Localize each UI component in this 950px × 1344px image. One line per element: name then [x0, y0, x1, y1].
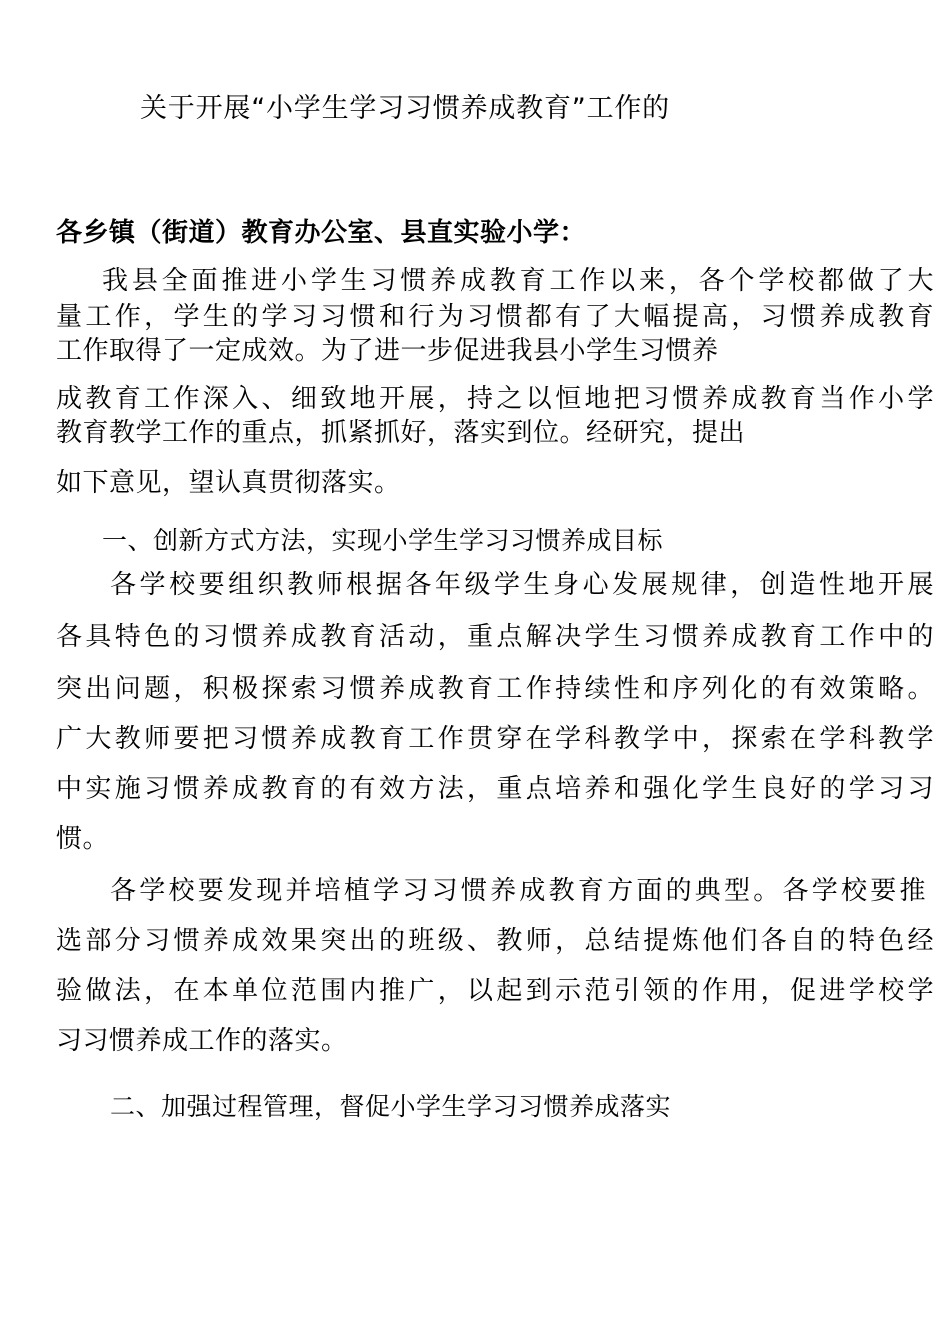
intro-line: 教育教学工作的重点，抓紧抓好，落实到位。经研究，提出 — [56, 418, 746, 448]
paragraph-line: 选部分习惯养成效果突出的班级、教师，总结提炼他们各自的特色经 — [56, 926, 934, 956]
document-title: 关于开展“小学生学习习惯养成教育”工作的 — [140, 93, 670, 124]
paragraph-line: 广大教师要把习惯养成教育工作贯穿在学科教学中，探索在学科教学 — [56, 724, 934, 754]
intro-line: 如下意见，望认真贯彻落实。 — [56, 468, 401, 498]
paragraph-line: 突出问题，积极探索习惯养成教育工作持续性和序列化的有效策略。 — [56, 674, 934, 704]
section-heading-1: 一、创新方式方法，实现小学生学习习惯养成目标 — [102, 526, 664, 555]
paragraph-line: 各学校要发现并培植学习习惯养成教育方面的典型。各学校要推 — [110, 876, 926, 906]
section-heading-2: 二、加强过程管理，督促小学生学习习惯养成落实 — [110, 1092, 672, 1121]
paragraph-line: 验做法，在本单位范围内推广，以起到示范引领的作用，促进学校学 — [56, 976, 934, 1006]
paragraph-line: 习习惯养成工作的落实。 — [56, 1026, 348, 1056]
paragraph-line: 各学校要组织教师根据各年级学生身心发展规律，创造性地开展 — [110, 570, 934, 600]
intro-line: 工作取得了一定成效。为了进一步促进我县小学生习惯养 — [56, 336, 719, 366]
intro-line: 我县全面推进小学生习惯养成教育工作以来，各个学校都做了大 — [102, 266, 934, 296]
salutation: 各乡镇（街道）教育办公室、县直实验小学： — [56, 218, 587, 248]
paragraph-line: 中实施习惯养成教育的有效方法，重点培养和强化学生良好的学习习 — [56, 774, 934, 804]
paragraph-line: 惯。 — [56, 824, 110, 854]
paragraph-line: 各具特色的习惯养成教育活动，重点解决学生习惯养成教育工作中的 — [56, 622, 934, 652]
intro-line: 成教育工作深入、细致地开展，持之以恒地把习惯养成教育当作小学 — [56, 384, 934, 414]
intro-line: 量工作，学生的学习习惯和行为习惯都有了大幅提高，习惯养成教育 — [56, 302, 934, 332]
